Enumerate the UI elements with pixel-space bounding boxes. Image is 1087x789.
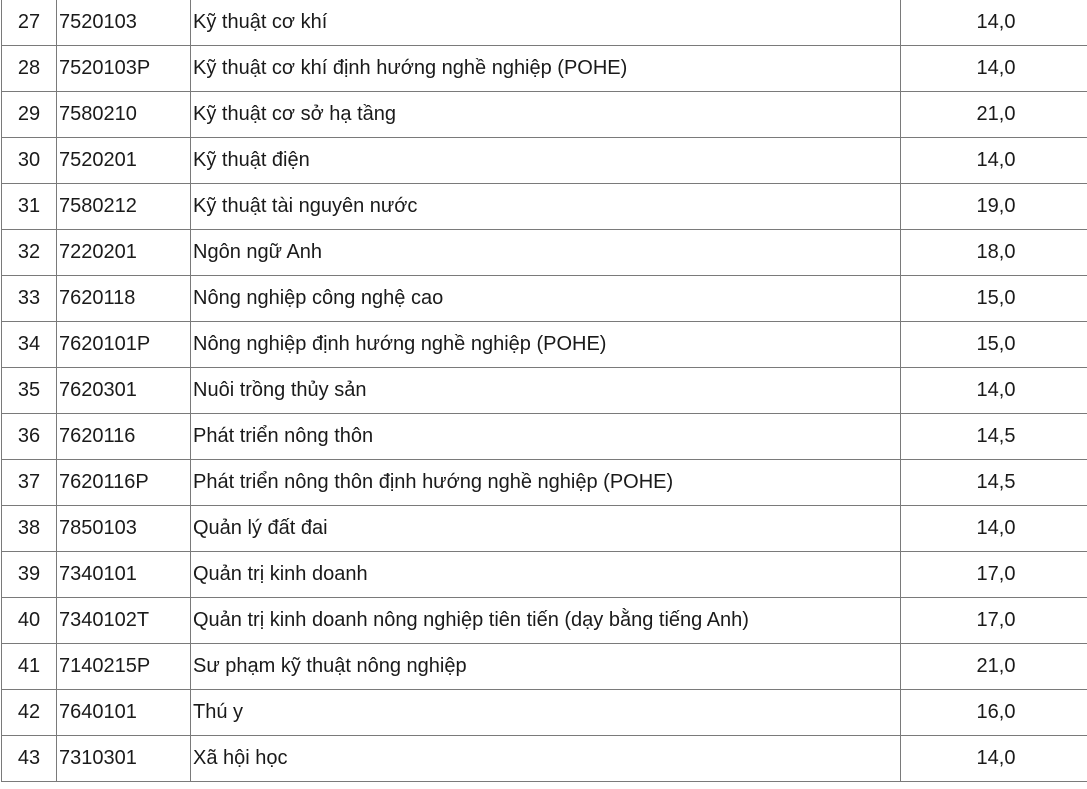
cutoff-score: 19,0 <box>901 184 1087 230</box>
cutoff-score: 17,0 <box>901 598 1087 644</box>
major-name: Kỹ thuật điện <box>191 138 901 184</box>
table-row <box>2 230 1087 276</box>
cutoff-score: 15,0 <box>901 276 1087 322</box>
major-code: 7140215P <box>57 644 191 690</box>
major-code: 7340101 <box>57 552 191 598</box>
table-row <box>2 460 1087 506</box>
major-name: Phát triển nông thôn định hướng nghề nghiệp (POHE) <box>191 460 901 506</box>
table-row <box>2 690 1087 736</box>
table-row <box>2 598 1087 644</box>
cutoff-score: 14,5 <box>901 414 1087 460</box>
row-number: 42 <box>2 690 57 736</box>
table-row <box>2 46 1087 92</box>
major-code: 7850103 <box>57 506 191 552</box>
row-number: 34 <box>2 322 57 368</box>
cutoff-score: 15,0 <box>901 322 1087 368</box>
major-name: Sư phạm kỹ thuật nông nghiệp <box>191 644 901 690</box>
major-name: Nuôi trồng thủy sản <box>191 368 901 414</box>
major-code: 7220201 <box>57 230 191 276</box>
row-number: 32 <box>2 230 57 276</box>
row-number: 36 <box>2 414 57 460</box>
row-number: 37 <box>2 460 57 506</box>
cutoff-score: 21,0 <box>901 92 1087 138</box>
major-code: 7310301 <box>57 736 191 782</box>
major-name: Phát triển nông thôn <box>191 414 901 460</box>
admission-score-table <box>1 0 1087 782</box>
row-number: 43 <box>2 736 57 782</box>
cutoff-score: 21,0 <box>901 644 1087 690</box>
cutoff-score: 16,0 <box>901 690 1087 736</box>
major-name: Thú y <box>191 690 901 736</box>
cutoff-score: 14,0 <box>901 138 1087 184</box>
row-number: 28 <box>2 46 57 92</box>
row-number: 40 <box>2 598 57 644</box>
table-row <box>2 276 1087 322</box>
cutoff-score: 14,0 <box>901 736 1087 782</box>
major-name: Ngôn ngữ Anh <box>191 230 901 276</box>
table-row <box>2 368 1087 414</box>
cutoff-score: 14,5 <box>901 460 1087 506</box>
cutoff-score: 14,0 <box>901 368 1087 414</box>
major-name: Xã hội học <box>191 736 901 782</box>
major-code: 7580210 <box>57 92 191 138</box>
row-number: 30 <box>2 138 57 184</box>
cutoff-score: 17,0 <box>901 552 1087 598</box>
table-row <box>2 414 1087 460</box>
row-number: 31 <box>2 184 57 230</box>
major-code: 7520201 <box>57 138 191 184</box>
major-name: Nông nghiệp định hướng nghề nghiệp (POHE) <box>191 322 901 368</box>
major-name: Nông nghiệp công nghệ cao <box>191 276 901 322</box>
row-number: 27 <box>2 0 57 46</box>
table-row <box>2 0 1087 46</box>
table-row <box>2 92 1087 138</box>
major-code: 7580212 <box>57 184 191 230</box>
major-code: 7340102T <box>57 598 191 644</box>
major-code: 7620101P <box>57 322 191 368</box>
row-number: 29 <box>2 92 57 138</box>
major-code: 7620118 <box>57 276 191 322</box>
major-name: Kỹ thuật cơ khí định hướng nghề nghiệp (POHE) <box>191 46 901 92</box>
major-code: 7640101 <box>57 690 191 736</box>
table-row <box>2 736 1087 782</box>
table-row <box>2 322 1087 368</box>
table-row <box>2 552 1087 598</box>
row-number: 35 <box>2 368 57 414</box>
row-number: 41 <box>2 644 57 690</box>
cutoff-score: 14,0 <box>901 506 1087 552</box>
table-body <box>2 0 1087 782</box>
row-number: 38 <box>2 506 57 552</box>
cutoff-score: 14,0 <box>901 0 1087 46</box>
major-name: Kỹ thuật cơ khí <box>191 0 901 46</box>
major-code: 7520103 <box>57 0 191 46</box>
major-code: 7620301 <box>57 368 191 414</box>
major-code: 7620116 <box>57 414 191 460</box>
major-name: Kỹ thuật tài nguyên nước <box>191 184 901 230</box>
table-row <box>2 506 1087 552</box>
table-row <box>2 184 1087 230</box>
table-row <box>2 644 1087 690</box>
major-name: Quản lý đất đai <box>191 506 901 552</box>
major-code: 7520103P <box>57 46 191 92</box>
major-name: Quản trị kinh doanh <box>191 552 901 598</box>
major-name: Quản trị kinh doanh nông nghiệp tiên tiến (dạy bằng tiếng Anh) <box>191 598 901 644</box>
cutoff-score: 18,0 <box>901 230 1087 276</box>
row-number: 33 <box>2 276 57 322</box>
row-number: 39 <box>2 552 57 598</box>
table-row <box>2 138 1087 184</box>
cutoff-score: 14,0 <box>901 46 1087 92</box>
major-name: Kỹ thuật cơ sở hạ tầng <box>191 92 901 138</box>
major-code: 7620116P <box>57 460 191 506</box>
